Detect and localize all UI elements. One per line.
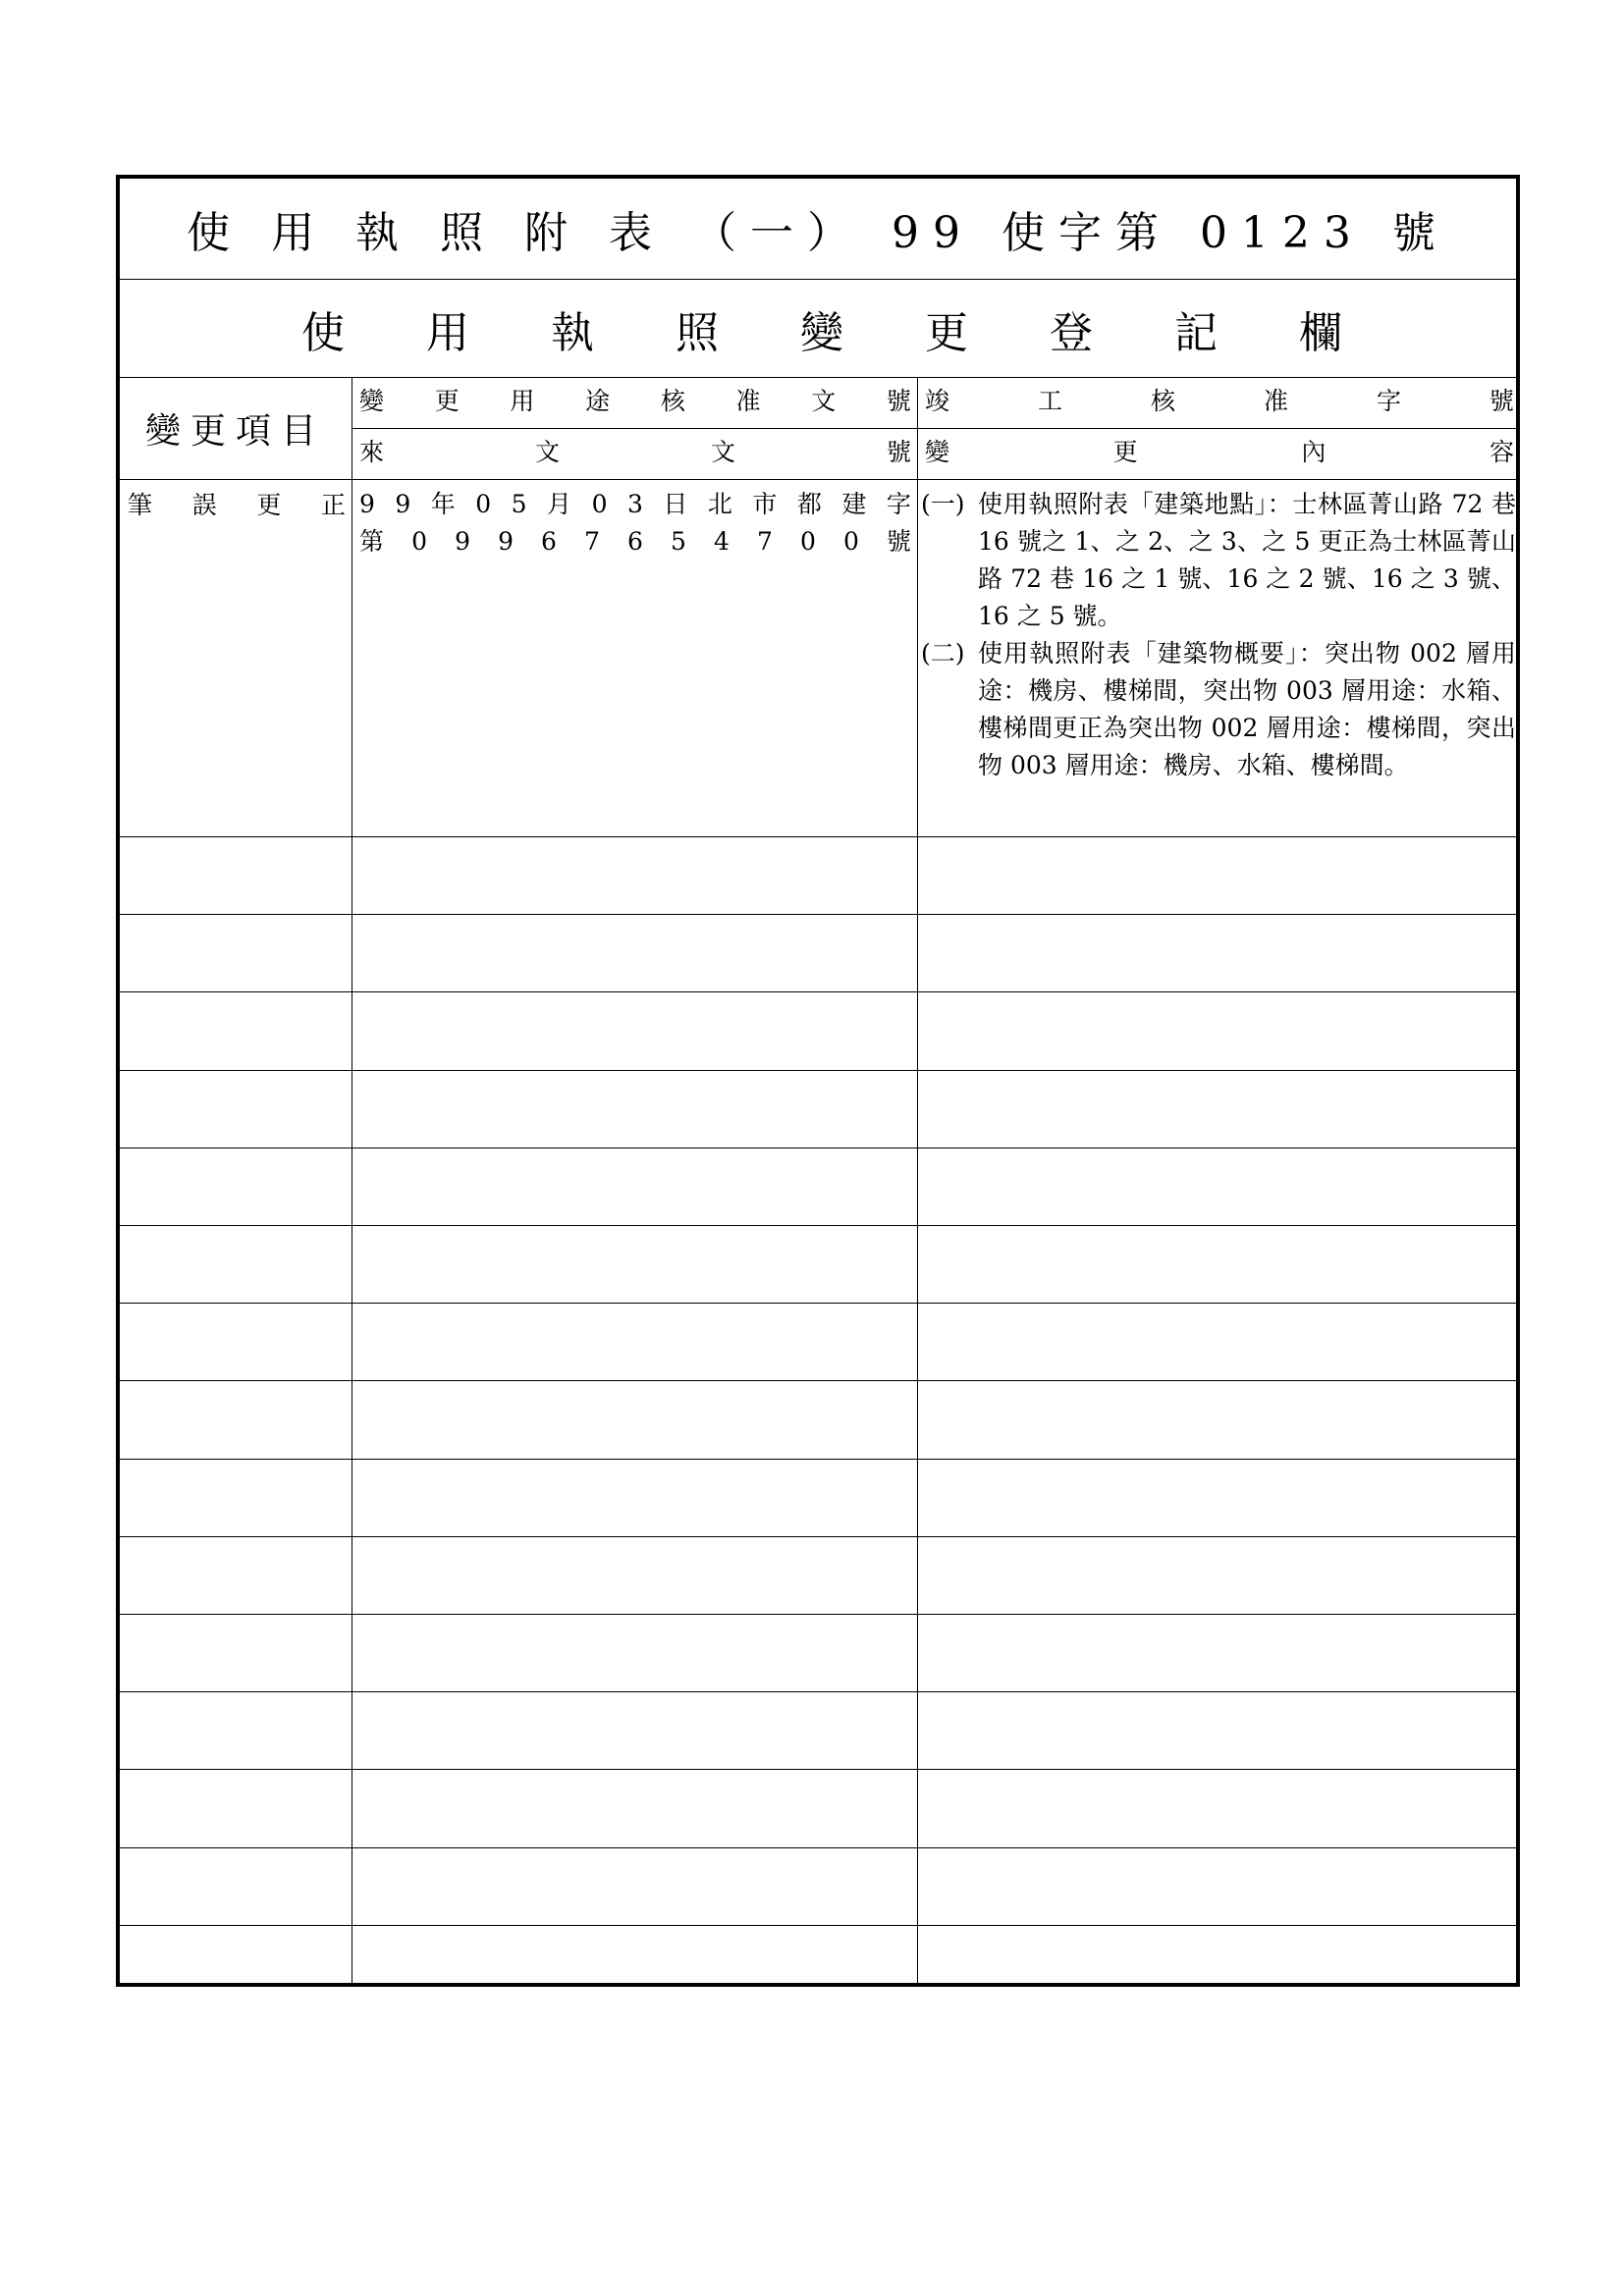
char: 記 — [1174, 307, 1218, 358]
char: 號 — [1489, 387, 1514, 415]
char: 誤 — [191, 491, 217, 519]
char: 容 — [1489, 438, 1514, 466]
blank-table-row — [120, 1615, 1516, 1692]
change-content-paragraph — [921, 635, 1516, 784]
usage-permit-change-form — [116, 175, 1520, 1987]
char: 北 — [707, 490, 732, 518]
char: 變 — [925, 438, 950, 466]
blank-table-row — [120, 1460, 1516, 1537]
char: 第 — [359, 527, 385, 556]
blank-table-row — [120, 1770, 1516, 1847]
char: 用 — [426, 307, 469, 358]
char: 6 — [541, 527, 557, 556]
doc-number-cell — [352, 486, 917, 561]
char: 號 — [886, 387, 911, 415]
char: 月 — [547, 490, 572, 518]
char: 途 — [585, 387, 611, 415]
form-subtitle — [120, 280, 1516, 378]
char: 9 — [395, 490, 411, 518]
char: 來 — [359, 438, 385, 466]
completion-approval-number-header — [917, 378, 1520, 429]
blank-table-row — [120, 915, 1516, 992]
char: 字 — [886, 490, 911, 518]
char: 7 — [584, 527, 600, 556]
blank-table-row — [120, 1381, 1516, 1459]
char: 9 — [359, 490, 375, 518]
char: 筆 — [128, 491, 153, 519]
blank-table-row — [120, 1226, 1516, 1304]
blank-table-row — [120, 1071, 1516, 1148]
blank-table-row — [120, 1848, 1516, 1926]
char: 文 — [534, 438, 560, 466]
char: 核 — [660, 387, 685, 415]
change-content-header — [917, 429, 1520, 480]
char: 字 — [1376, 387, 1401, 415]
char: 變 — [800, 307, 843, 358]
char: 都 — [796, 490, 822, 518]
blank-table-row — [120, 1926, 1516, 2003]
char: 3 — [626, 490, 643, 518]
char: 變 — [359, 387, 385, 415]
char: 日 — [663, 490, 688, 518]
char: 更 — [925, 307, 968, 358]
char: 更 — [1112, 438, 1138, 466]
char: 9 — [498, 527, 514, 556]
incoming-doc-number-header — [352, 429, 917, 480]
blank-table-row — [120, 837, 1516, 915]
char: 0 — [475, 490, 492, 518]
char: 5 — [671, 527, 686, 556]
char: 文 — [811, 387, 837, 415]
char: 內 — [1301, 438, 1326, 466]
doc-number-line-1 — [359, 486, 911, 523]
paragraph-text: 使用執照附表「建築地點」：士林區菁山路 72 巷 16 號之 1、之 2、之 3、之 5 更正為士林區菁山路 72 巷 16 之 1 號、16 之 2 號、16 之 3 號、16 之 5 號。 — [978, 490, 1516, 630]
char: 登 — [1050, 307, 1093, 358]
char: 竣 — [925, 387, 950, 415]
char: 執 — [551, 307, 594, 358]
column-divider — [917, 378, 918, 1983]
char: 5 — [511, 490, 527, 518]
char: 准 — [1263, 387, 1288, 415]
char: 文 — [710, 438, 735, 466]
char: 准 — [735, 387, 761, 415]
char: 建 — [841, 490, 867, 518]
char: 使 — [301, 307, 345, 358]
form-title: 使 用 執 照 附 表 （一） 99 使字第 0123 號 — [120, 179, 1516, 280]
approval-doc-number-header — [352, 378, 917, 429]
char: 9 — [455, 527, 470, 556]
char: 照 — [676, 307, 719, 358]
change-content-cell — [917, 486, 1520, 784]
paragraph-number: (一) — [921, 490, 965, 518]
char: 欄 — [1299, 307, 1342, 358]
doc-number-line-2 — [359, 523, 911, 561]
change-item-cell — [120, 486, 352, 521]
char: 工 — [1037, 387, 1062, 415]
char: 6 — [627, 527, 643, 556]
char: 號 — [886, 527, 911, 556]
paragraph-text: 使用執照附表「建築物概要」：突出物 002 層用途：機房、樓梯間，突出物 003 層用途：水箱、樓梯間更正為突出物 002 層用途：樓梯間，突出物 003 層用途：機房、水箱、樓梯間。 — [978, 639, 1516, 779]
char: 更 — [256, 491, 282, 519]
char: 更 — [434, 387, 460, 415]
change-item-header: 變更項目 — [120, 378, 352, 480]
char: 7 — [756, 527, 773, 556]
char: 年 — [430, 490, 456, 518]
char: 號 — [886, 438, 911, 466]
char: 0 — [799, 527, 816, 556]
blank-table-row — [120, 1692, 1516, 1770]
paragraph-number: (二) — [921, 639, 965, 667]
subtitle-characters — [301, 297, 1342, 360]
blank-table-row — [120, 1148, 1516, 1226]
char: 用 — [510, 387, 535, 415]
char: 市 — [752, 490, 778, 518]
char: 0 — [591, 490, 608, 518]
char: 0 — [842, 527, 859, 556]
char: 核 — [1150, 387, 1175, 415]
table-row — [120, 480, 1516, 837]
blank-table-row — [120, 1304, 1516, 1381]
blank-table-row — [120, 992, 1516, 1070]
char: 4 — [713, 527, 730, 556]
change-content-paragraph — [921, 486, 1516, 635]
char: 0 — [411, 527, 427, 556]
char: 正 — [320, 491, 346, 519]
blank-table-row — [120, 1537, 1516, 1615]
